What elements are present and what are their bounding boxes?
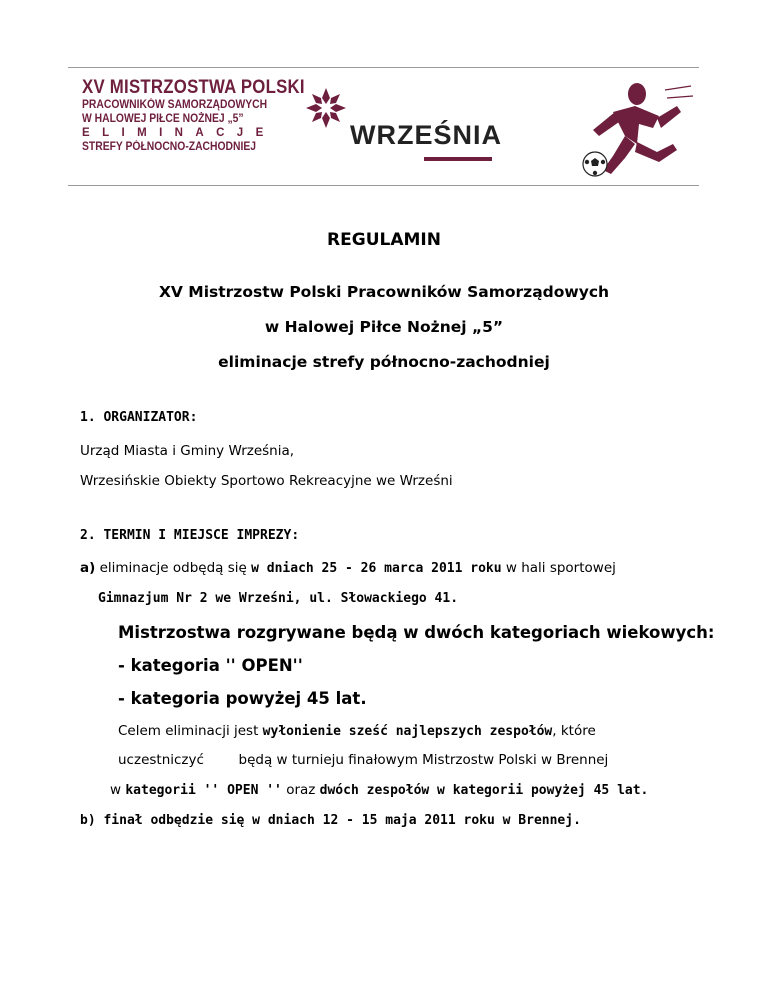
goal-line-3	[110, 782, 648, 798]
organizer-line-2: Wrzesińskie Obiekty Sportowo Rekreacyjne we Wrześni	[80, 473, 453, 489]
organizer-line-1: Urząd Miasta i Gminy Września,	[80, 443, 295, 459]
football-player-icon	[573, 72, 695, 184]
header-banner	[68, 64, 699, 188]
item-a-text-3: w hali sportowej	[505, 560, 616, 576]
city-underline	[424, 157, 492, 161]
item-a-label: a)	[80, 560, 96, 576]
goal-line-1-bold: wyłonienie sześć najlepszych zespołów	[262, 724, 553, 739]
event-subtitle-1: PRACOWNIKÓW SAMORZĄDOWYCH	[82, 99, 268, 111]
item-a	[80, 560, 616, 576]
event-subtitle-3: ELIMINACJE	[82, 127, 276, 139]
document-title: REGULAMIN	[327, 230, 441, 250]
goal-line-1-end: , które	[552, 723, 596, 739]
section-2-heading: 2. TERMIN I MIEJSCE IMPREZY:	[80, 528, 300, 543]
goal-line-3-w: w	[110, 782, 122, 798]
item-b-final: b) finał odbędzie się w dniach 12 - 15 maja 2011 roku w Brennej.	[80, 813, 581, 828]
title-line-1: XV Mistrzostw Polski Pracowników Samorządowych	[158, 283, 610, 301]
goal-line-1	[118, 723, 596, 739]
goal-line-3-oraz: oraz	[286, 782, 316, 798]
banner-bottom-rule	[68, 185, 699, 186]
category-open: - kategoria '' OPEN''	[118, 656, 303, 675]
goal-line-2-text: będą w turnieju finałowym Mistrzostw Polski w Brennej	[238, 752, 609, 768]
city-name: WRZEŚNIA	[350, 120, 502, 150]
section-1-heading: 1. ORGANIZATOR:	[80, 410, 198, 425]
category-45plus: - kategoria powyżej 45 lat.	[118, 689, 367, 708]
event-title: XV MISTRZOSTWA POLSKI	[82, 76, 305, 98]
star-emblem-icon	[304, 86, 348, 130]
goal-line-2-start: uczestniczyć	[118, 752, 204, 768]
item-a-text-1: eliminacje odbędą się	[99, 560, 247, 576]
goal-line-3-open: kategorii '' OPEN ''	[125, 783, 282, 798]
title-line-2: w Halowej Piłce Nożnej „5”	[264, 318, 504, 336]
title-line-3: eliminacje strefy północno-zachodniej	[218, 353, 550, 371]
event-logo-text	[82, 76, 341, 154]
goal-line-1-text: Celem eliminacji jest	[118, 723, 259, 739]
event-subtitle-2: W HALOWEJ PIŁCE NOŻNEJ „5”	[82, 113, 244, 125]
event-subtitle-4: STREFY PÓŁNOCNO-ZACHODNIEJ	[82, 141, 257, 153]
item-a-dates: w dniach 25 - 26 marca 2011 roku	[251, 561, 502, 576]
categories-heading: Mistrzostwa rozgrywane będą w dwóch kategoriach wiekowych:	[118, 623, 715, 642]
item-a-venue: Gimnazjum Nr 2 we Wrześni, ul. Słowackiego 41.	[98, 591, 459, 606]
city-logo	[304, 86, 502, 166]
banner-top-rule	[68, 67, 699, 68]
goal-line-2	[118, 752, 608, 768]
goal-line-3-45plus: dwóch zespołów w kategorii powyżej 45 lat.	[319, 783, 649, 798]
